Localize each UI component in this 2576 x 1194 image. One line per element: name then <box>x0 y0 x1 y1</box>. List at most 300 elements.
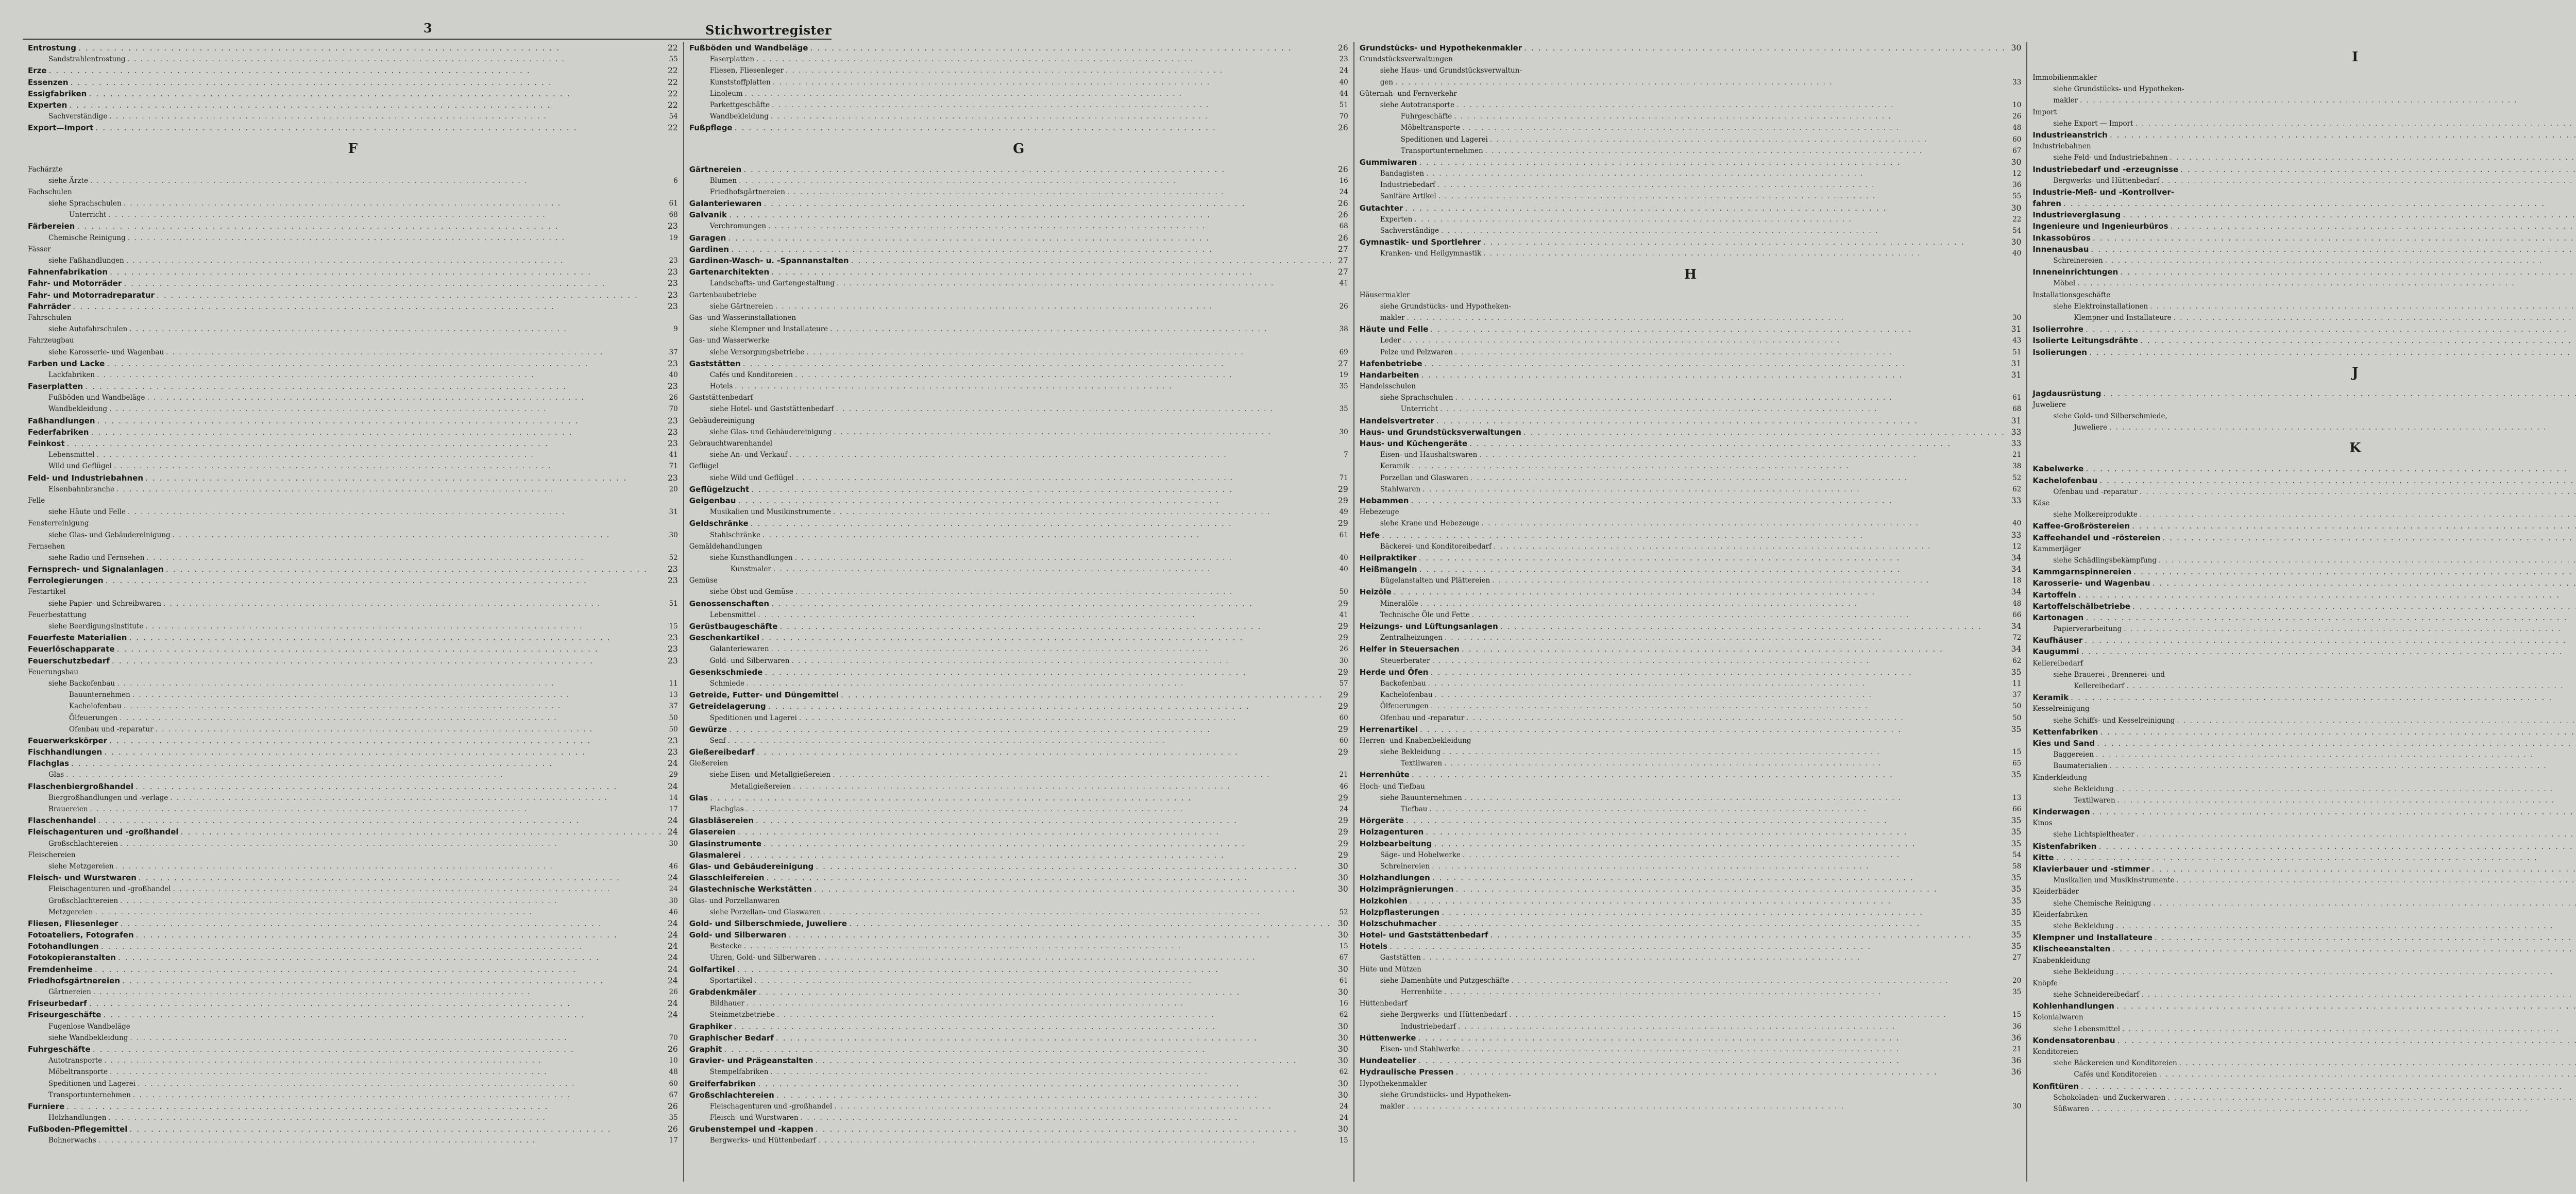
index-subentry <box>28 347 678 358</box>
index-entry <box>2032 335 2576 346</box>
dot-leader <box>739 175 1333 186</box>
entry-text: Hotels <box>1359 942 1388 951</box>
entry-text: Steinmetzbetriebe <box>709 1011 775 1019</box>
page-ref: 71 <box>1339 473 1348 482</box>
entry-text: siehe Bauunternehmen <box>1380 793 1462 802</box>
dot-leader <box>729 209 1333 220</box>
dot-leader <box>2153 898 2576 909</box>
dot-leader <box>710 792 1333 804</box>
page-ref: 54 <box>2012 850 2022 859</box>
entry-text: Ölfeuerungen <box>1380 702 1429 711</box>
entry-text: makler <box>1380 313 1405 322</box>
entry-text: Kinos <box>2032 819 2053 828</box>
dot-leader <box>836 403 1333 415</box>
index-subentry <box>28 907 678 918</box>
dot-leader <box>2133 566 2576 577</box>
entry-text: Eisen- und Haushaltswaren <box>1380 451 1478 459</box>
dot-leader <box>771 643 1333 655</box>
page-ref: 35 <box>2011 884 2022 894</box>
dot-leader <box>837 278 1333 289</box>
page-ref: 6 <box>673 176 678 185</box>
entry-text: Gold- und Silberwaren <box>709 656 790 665</box>
entry-text: Süßwaren <box>2053 1104 2090 1113</box>
dot-leader <box>779 621 1332 632</box>
entry-text: Gaststätten <box>689 359 741 368</box>
dot-leader <box>129 632 662 643</box>
dot-leader <box>95 122 662 133</box>
page-ref: 26 <box>667 1124 678 1134</box>
index-entry <box>2032 323 2576 335</box>
index-cross-ref <box>2032 107 2576 118</box>
dot-leader <box>2104 388 2576 399</box>
page-ref: 15 <box>2012 1011 2022 1019</box>
dot-leader <box>833 506 1333 518</box>
dot-leader <box>1410 895 2006 907</box>
entry-text: Stahlwaren <box>1380 485 1421 493</box>
dot-leader <box>2086 323 2576 335</box>
dot-leader <box>1509 1009 2006 1020</box>
dot-leader <box>1432 655 2006 667</box>
dot-leader <box>1463 849 2006 861</box>
page-ref: 69 <box>1339 348 1348 356</box>
dot-leader <box>90 804 663 815</box>
entry-text: Hydraulische Pressen <box>1359 1067 1454 1077</box>
index-subentry <box>28 1032 678 1044</box>
dot-leader <box>814 883 1333 895</box>
entry-text: Knabenkleidung <box>2032 956 2090 965</box>
index-subentry <box>689 301 1348 312</box>
dot-leader <box>2155 932 2576 943</box>
index-entry <box>689 255 1348 266</box>
page-ref: 31 <box>2011 325 2022 334</box>
entry-text: Entrostung <box>28 43 76 53</box>
dot-leader <box>85 381 663 392</box>
entry-text: siehe Wild und Geflügel <box>709 473 794 482</box>
index-entry <box>689 266 1348 278</box>
index-cross-ref <box>2032 886 2576 897</box>
dot-leader <box>1437 179 2006 191</box>
dot-leader <box>104 746 663 758</box>
page-ref: 30 <box>2011 203 2022 213</box>
dot-leader <box>1462 122 2006 133</box>
index-entry <box>689 244 1348 255</box>
dot-leader <box>1442 907 2006 918</box>
dot-leader <box>758 986 1332 998</box>
index-subentry <box>1360 518 2022 529</box>
dot-leader <box>2179 1057 2576 1069</box>
entry-text: Flaschenhandel <box>28 816 96 826</box>
dot-leader <box>2124 623 2576 635</box>
entry-text: Kachelofenbau <box>1380 691 1433 700</box>
dot-leader <box>95 907 662 918</box>
index-cross-ref <box>689 415 1348 427</box>
page-ref: 26 <box>1339 302 1348 311</box>
entry-text: Lackfabriken <box>48 370 95 379</box>
dot-leader <box>834 1101 1332 1112</box>
dot-leader <box>139 872 663 883</box>
dot-leader <box>731 244 1333 255</box>
entry-text: siehe Sprachschulen <box>48 199 122 208</box>
entry-text: siehe Backofenbau <box>48 679 115 688</box>
dot-leader <box>761 632 1333 643</box>
page-ref: 27 <box>1338 244 1348 254</box>
index-columns <box>23 42 2361 1182</box>
index-subentry <box>1360 122 2022 133</box>
entry-text: Glasereien <box>689 827 736 837</box>
page-ref: 35 <box>2011 918 2022 928</box>
entry-text: Großschlachtereien <box>689 1090 774 1100</box>
entry-text: Gravier- und Prägeanstalten <box>689 1056 814 1066</box>
index-cross-ref <box>28 495 678 506</box>
index-entry <box>2032 943 2576 954</box>
index-subentry <box>28 678 678 689</box>
dot-leader <box>2174 312 2576 323</box>
index-entry <box>689 872 1348 883</box>
entry-text: Uhren, Gold- und Silberwaren <box>709 953 817 962</box>
dot-leader <box>2140 486 2576 498</box>
page-ref: 72 <box>2012 634 2022 642</box>
index-subentry <box>689 54 1348 65</box>
entry-text: Holzschuhmacher <box>1359 918 1437 928</box>
index-subentry <box>689 781 1348 792</box>
dot-leader <box>2132 520 2576 532</box>
dot-leader <box>71 758 663 769</box>
entry-text: Wild und Geflügel <box>48 462 112 471</box>
page-ref: 30 <box>669 896 678 905</box>
dot-leader <box>1435 689 2006 701</box>
entry-text: Friseurbedarf <box>28 999 87 1009</box>
entry-text: Heilpraktiker <box>1359 553 1417 562</box>
index-cross-ref <box>2032 955 2576 966</box>
entry-text: Fotoateliers, Fotografen <box>28 930 134 940</box>
dot-leader <box>724 1044 1333 1055</box>
dot-leader <box>1420 598 2006 609</box>
section-letter: H <box>1684 266 1697 282</box>
index-subentry <box>28 255 678 266</box>
entry-text: Transportunternehmen <box>48 1090 131 1099</box>
dot-leader <box>777 1009 1333 1020</box>
dot-leader <box>744 941 1333 952</box>
page-ref: 31 <box>2011 359 2022 368</box>
page-ref: 7 <box>1344 451 1348 459</box>
dot-leader <box>1425 358 2006 369</box>
page-ref: 14 <box>669 793 678 802</box>
index-entry <box>689 964 1348 975</box>
page-ref: 34 <box>2011 622 2022 631</box>
page-ref: 36 <box>2011 1056 2022 1066</box>
dot-leader <box>1419 157 2006 168</box>
index-subentry <box>689 323 1348 335</box>
dot-leader <box>2081 646 2576 657</box>
index-entry <box>1360 815 2022 826</box>
page-ref: 13 <box>669 691 678 700</box>
dot-leader <box>765 667 1332 678</box>
entry-text: Hypothekenmakler <box>1359 1079 1427 1088</box>
dot-leader <box>795 369 1333 381</box>
dot-leader <box>816 1123 1333 1135</box>
entry-text: Knöpfe <box>2032 979 2058 987</box>
entry-text: Fleischereien <box>28 850 76 859</box>
index-cross-ref <box>1360 381 2022 392</box>
index-entry <box>2032 932 2576 943</box>
dot-leader <box>1500 621 2006 632</box>
page-ref: 27 <box>1338 256 1348 265</box>
page-ref: 58 <box>2012 862 2022 871</box>
entry-text: Graphischer Bedarf <box>689 1033 774 1043</box>
index-entry <box>2032 1035 2576 1046</box>
index-subentry <box>2032 1024 2576 1035</box>
entry-text: Genossenschaften <box>689 599 770 608</box>
dot-leader <box>73 301 662 312</box>
entry-text: siehe Radio und Fernsehen <box>48 553 145 562</box>
index-cross-ref <box>1360 735 2022 746</box>
entry-text: Industriebedarf <box>1380 181 1436 190</box>
entry-text: Metzgereien <box>48 908 93 916</box>
page-ref: 13 <box>2012 793 2022 802</box>
dot-leader <box>1394 586 2006 598</box>
dot-leader <box>2140 509 2576 520</box>
entry-text: Fässer <box>28 245 51 253</box>
entry-text: siehe Karosserie- und Wagenbau <box>48 348 164 356</box>
index-entry <box>2032 244 2576 255</box>
page-ref: 30 <box>669 839 678 848</box>
dot-leader <box>1444 758 2006 769</box>
entry-text: Haus- und Grundstücksverwaltungen <box>1359 427 1521 437</box>
entry-text: Jagdausrüstung <box>2032 388 2102 398</box>
index-cross-ref <box>28 312 678 323</box>
dot-leader <box>69 99 662 111</box>
page-ref: 52 <box>1339 908 1348 916</box>
index-cross-ref <box>2032 772 2576 783</box>
entry-text: Ingenieure und Ingenieurbüros <box>2032 221 2168 231</box>
index-entry <box>1360 586 2022 598</box>
dot-leader <box>735 381 1333 392</box>
entry-text: Schreinereien <box>2053 257 2103 265</box>
index-subentry <box>28 1066 678 1078</box>
entry-text: Furniere <box>28 1101 65 1111</box>
dot-leader <box>136 929 663 941</box>
dot-leader <box>120 895 663 907</box>
entry-text: Fachschulen <box>28 187 72 196</box>
dot-leader <box>2109 760 2576 772</box>
index-subentry <box>28 530 678 541</box>
dot-leader <box>138 1078 663 1089</box>
page-ref: 30 <box>1338 1079 1348 1088</box>
index-cross-ref <box>2032 399 2576 411</box>
page-ref: 68 <box>669 211 678 219</box>
index-entry <box>689 724 1348 735</box>
index-cross-ref <box>689 335 1348 346</box>
page-ref: 23 <box>667 576 678 586</box>
index-subentry <box>28 769 678 780</box>
dot-leader <box>2141 989 2576 1000</box>
index-entry <box>689 1055 1348 1066</box>
page-ref: 40 <box>2012 249 2022 258</box>
page-ref: 49 <box>1339 508 1348 517</box>
index-entry <box>28 77 678 88</box>
index-subentry <box>689 530 1348 541</box>
entry-text: Fleisch- und Wurstwaren <box>28 873 137 883</box>
entry-text: Experten <box>28 100 67 110</box>
entry-text: Gesenkschmiede <box>689 667 763 677</box>
dot-leader <box>1422 484 2006 495</box>
entry-text: Baumaterialien <box>2053 762 2108 771</box>
page-ref: 19 <box>1339 370 1348 379</box>
entry-text: Friseurgeschäfte <box>28 1010 101 1020</box>
index-subentry <box>28 209 678 220</box>
dot-leader <box>1456 99 2006 111</box>
dot-leader <box>2171 220 2576 232</box>
index-subentry <box>2032 255 2576 266</box>
dot-leader <box>2126 680 2576 692</box>
dot-leader <box>1470 472 2006 484</box>
dot-leader <box>128 232 663 244</box>
index-subentry <box>689 941 1348 952</box>
entry-text: Herrenhüte <box>1400 988 1442 996</box>
dot-leader <box>773 564 1333 575</box>
entry-text: siehe Gärtnereien <box>709 302 773 311</box>
dot-leader <box>747 998 1333 1009</box>
entry-text: Kranken- und Heilgymnastik <box>1380 249 1482 258</box>
dot-leader <box>1524 42 2006 54</box>
page-ref: 30 <box>2011 237 2022 247</box>
index-entry <box>1360 769 2022 780</box>
entry-text: Gebrauchtwarenhandel <box>689 439 773 448</box>
index-entry <box>1360 941 2022 952</box>
dot-leader <box>1382 530 2006 541</box>
page-ref: 24 <box>1339 1114 1348 1122</box>
index-entry <box>1360 826 2022 838</box>
index-cross-ref <box>2032 141 2576 152</box>
page-ref: 30 <box>1338 987 1348 997</box>
dot-leader <box>1454 111 2006 122</box>
entry-text: Gas- und Wasserwerke <box>689 336 770 345</box>
page-ref: 35 <box>2011 770 2022 780</box>
index-entry <box>2032 232 2576 244</box>
page-ref: 21 <box>2012 1045 2022 1053</box>
index-subentry <box>2032 555 2576 566</box>
entry-text: Geflügel <box>689 462 719 471</box>
entry-text: Fachärzte <box>28 165 63 174</box>
entry-text: Fugenlose Wandbeläge <box>48 1022 130 1031</box>
index-entry <box>689 792 1348 804</box>
index-entry <box>689 701 1348 712</box>
dot-leader <box>1430 667 2006 678</box>
page-ref: 29 <box>1338 519 1348 528</box>
page-ref: 57 <box>1339 679 1348 688</box>
dot-leader <box>1405 202 2006 214</box>
index-cross-ref <box>1360 88 2022 99</box>
dot-leader <box>806 347 1332 358</box>
index-subentry <box>28 724 678 735</box>
page-ref: 34 <box>2011 553 2022 562</box>
page-ref: 36 <box>2012 1022 2022 1031</box>
entry-text: siehe Eisen- und Metallgießereien <box>709 771 831 779</box>
index-subentry <box>689 449 1348 460</box>
entry-text: siehe Brauerei-, Brennerei- und <box>2053 670 2165 679</box>
entry-text: Kinderkleidung <box>2032 773 2087 782</box>
entry-text: Fußböden und Wandbeläge <box>48 394 145 402</box>
page-ref: 30 <box>1338 1124 1348 1134</box>
dot-leader <box>2152 863 2576 875</box>
entry-text: Grubenstempel und -kappen <box>689 1124 814 1134</box>
index-subentry <box>1360 99 2022 111</box>
page-ref: 30 <box>1338 1056 1348 1066</box>
page-ref: 29 <box>1338 667 1348 677</box>
entry-text: siehe Bekleidung <box>2053 922 2114 930</box>
index-subentry <box>689 609 1348 621</box>
page-ref: 35 <box>1339 382 1348 391</box>
section-letter: J <box>2352 365 2359 381</box>
dot-leader <box>1482 518 2006 529</box>
entry-text: Fahr- und Motorräder <box>28 279 122 288</box>
index-entry <box>1360 42 2022 54</box>
page-ref: 23 <box>667 565 678 574</box>
index-subentry <box>1360 701 2022 712</box>
index-subentry <box>689 952 1348 963</box>
page-ref: 30 <box>1338 1033 1348 1043</box>
index-entry <box>1360 1066 2022 1078</box>
dot-leader <box>789 449 1332 460</box>
page-ref: 15 <box>1339 1136 1348 1145</box>
entry-text: Sachverständige <box>1380 227 1439 235</box>
index-subentry <box>2032 875 2576 886</box>
entry-text: Holzkohlen <box>1359 896 1408 906</box>
dot-leader <box>97 415 663 427</box>
index-entry <box>2032 863 2576 875</box>
entry-text: Industrie-Meß- und -Kontrollver- <box>2032 187 2174 197</box>
dot-leader <box>1419 564 2006 575</box>
page-ref: 26 <box>667 1044 678 1054</box>
page-ref: 29 <box>1338 850 1348 860</box>
index-entry <box>2032 841 2576 852</box>
entry-text: Juweliere <box>2074 423 2108 432</box>
index-entry <box>2032 266 2576 278</box>
index-subentry <box>689 472 1348 484</box>
entry-text: fahren <box>2032 199 2061 209</box>
page-ref: 16 <box>1339 999 1348 1008</box>
index-subentry <box>689 381 1348 392</box>
dot-leader <box>1407 312 2006 323</box>
page-ref: 68 <box>2012 405 2022 414</box>
page-ref: 26 <box>1338 199 1348 209</box>
entry-text: Baggereien <box>2053 750 2094 759</box>
page-ref: 35 <box>2011 930 2022 940</box>
index-subentry <box>28 1078 678 1089</box>
entry-text: Güternah- und Fernverkehr <box>1359 89 1457 98</box>
page-ref: 27 <box>2012 953 2022 962</box>
dot-leader <box>106 575 663 586</box>
index-subentry <box>28 552 678 564</box>
dot-leader <box>770 1066 1332 1078</box>
index-entry <box>28 1123 678 1135</box>
entry-text: Glasbläsereien <box>689 816 754 826</box>
dot-leader <box>2112 943 2576 954</box>
index-entry <box>2032 646 2576 657</box>
dot-leader <box>89 998 663 1009</box>
index-cross-ref <box>28 849 678 861</box>
index-subentry <box>689 65 1348 76</box>
index-entry <box>28 952 678 963</box>
index-entry <box>2032 532 2576 543</box>
dot-leader <box>104 1055 663 1066</box>
entry-text: Immobilienmakler <box>2032 74 2097 82</box>
index-entry <box>28 643 678 655</box>
entry-text: Karosserie- und Wagenbau <box>2032 578 2150 588</box>
dot-leader <box>126 255 663 266</box>
page-ref: 29 <box>1338 484 1348 494</box>
entry-text: Kleiderfabriken <box>2032 910 2088 919</box>
